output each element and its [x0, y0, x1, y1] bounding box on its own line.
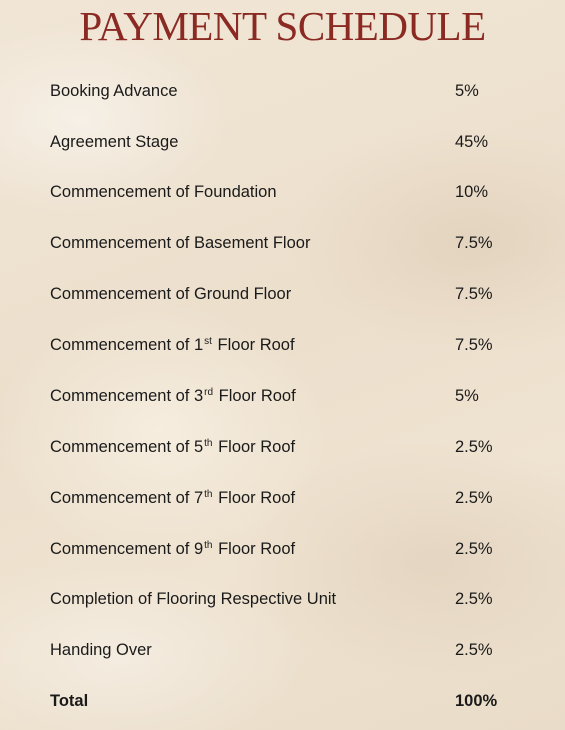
stage-label: Commencement of 3rd Floor Roof — [50, 387, 296, 405]
schedule-row-foundation — [0, 180, 565, 204]
schedule-row-7th-floor-roof — [0, 486, 565, 510]
stage-percent: 2.5% — [455, 438, 493, 456]
schedule-row-1st-floor-roof — [0, 333, 565, 357]
schedule-row-booking-advance — [0, 79, 565, 103]
stage-label: Agreement Stage — [50, 133, 179, 151]
stage-percent: 7.5% — [455, 336, 493, 354]
stage-percent: 5% — [455, 387, 479, 405]
stage-label: Commencement of 5th Floor Roof — [50, 438, 296, 456]
stage-label: Handing Over — [50, 641, 152, 659]
stage-percent: 10% — [455, 183, 489, 201]
stage-label: Booking Advance — [50, 82, 178, 100]
stage-label: Commencement of 9th Floor Roof — [50, 540, 296, 558]
stage-percent: 2.5% — [455, 540, 493, 558]
total-label: Total — [50, 692, 89, 710]
schedule-row-flooring-completion — [0, 587, 565, 611]
schedule-row-9th-floor-roof — [0, 537, 565, 561]
stage-label: Commencement of Ground Floor — [50, 285, 292, 303]
stage-label: Commencement of Basement Floor — [50, 234, 311, 252]
schedule-row-agreement-stage — [0, 130, 565, 154]
schedule-row-3rd-floor-roof — [0, 384, 565, 408]
schedule-row-ground-floor — [0, 282, 565, 306]
stage-label: Commencement of 1st Floor Roof — [50, 336, 295, 354]
stage-label: Commencement of 7th Floor Roof — [50, 489, 296, 507]
stage-label: Completion of Flooring Respective Unit — [50, 590, 337, 608]
schedule-row-5th-floor-roof — [0, 435, 565, 459]
total-percent: 100% — [455, 692, 498, 710]
stage-percent: 2.5% — [455, 641, 493, 659]
schedule-row-handing-over — [0, 638, 565, 662]
stage-percent: 2.5% — [455, 590, 493, 608]
stage-percent: 45% — [455, 133, 489, 151]
stage-label: Commencement of Foundation — [50, 183, 277, 201]
stage-percent: 7.5% — [455, 285, 493, 303]
stage-percent: 2.5% — [455, 489, 493, 507]
stage-percent: 5% — [455, 82, 479, 100]
schedule-row-basement-floor — [0, 231, 565, 255]
stage-percent: 7.5% — [455, 234, 493, 252]
page-title: PAYMENT SCHEDULE — [79, 3, 486, 49]
schedule-row-total — [0, 689, 565, 713]
